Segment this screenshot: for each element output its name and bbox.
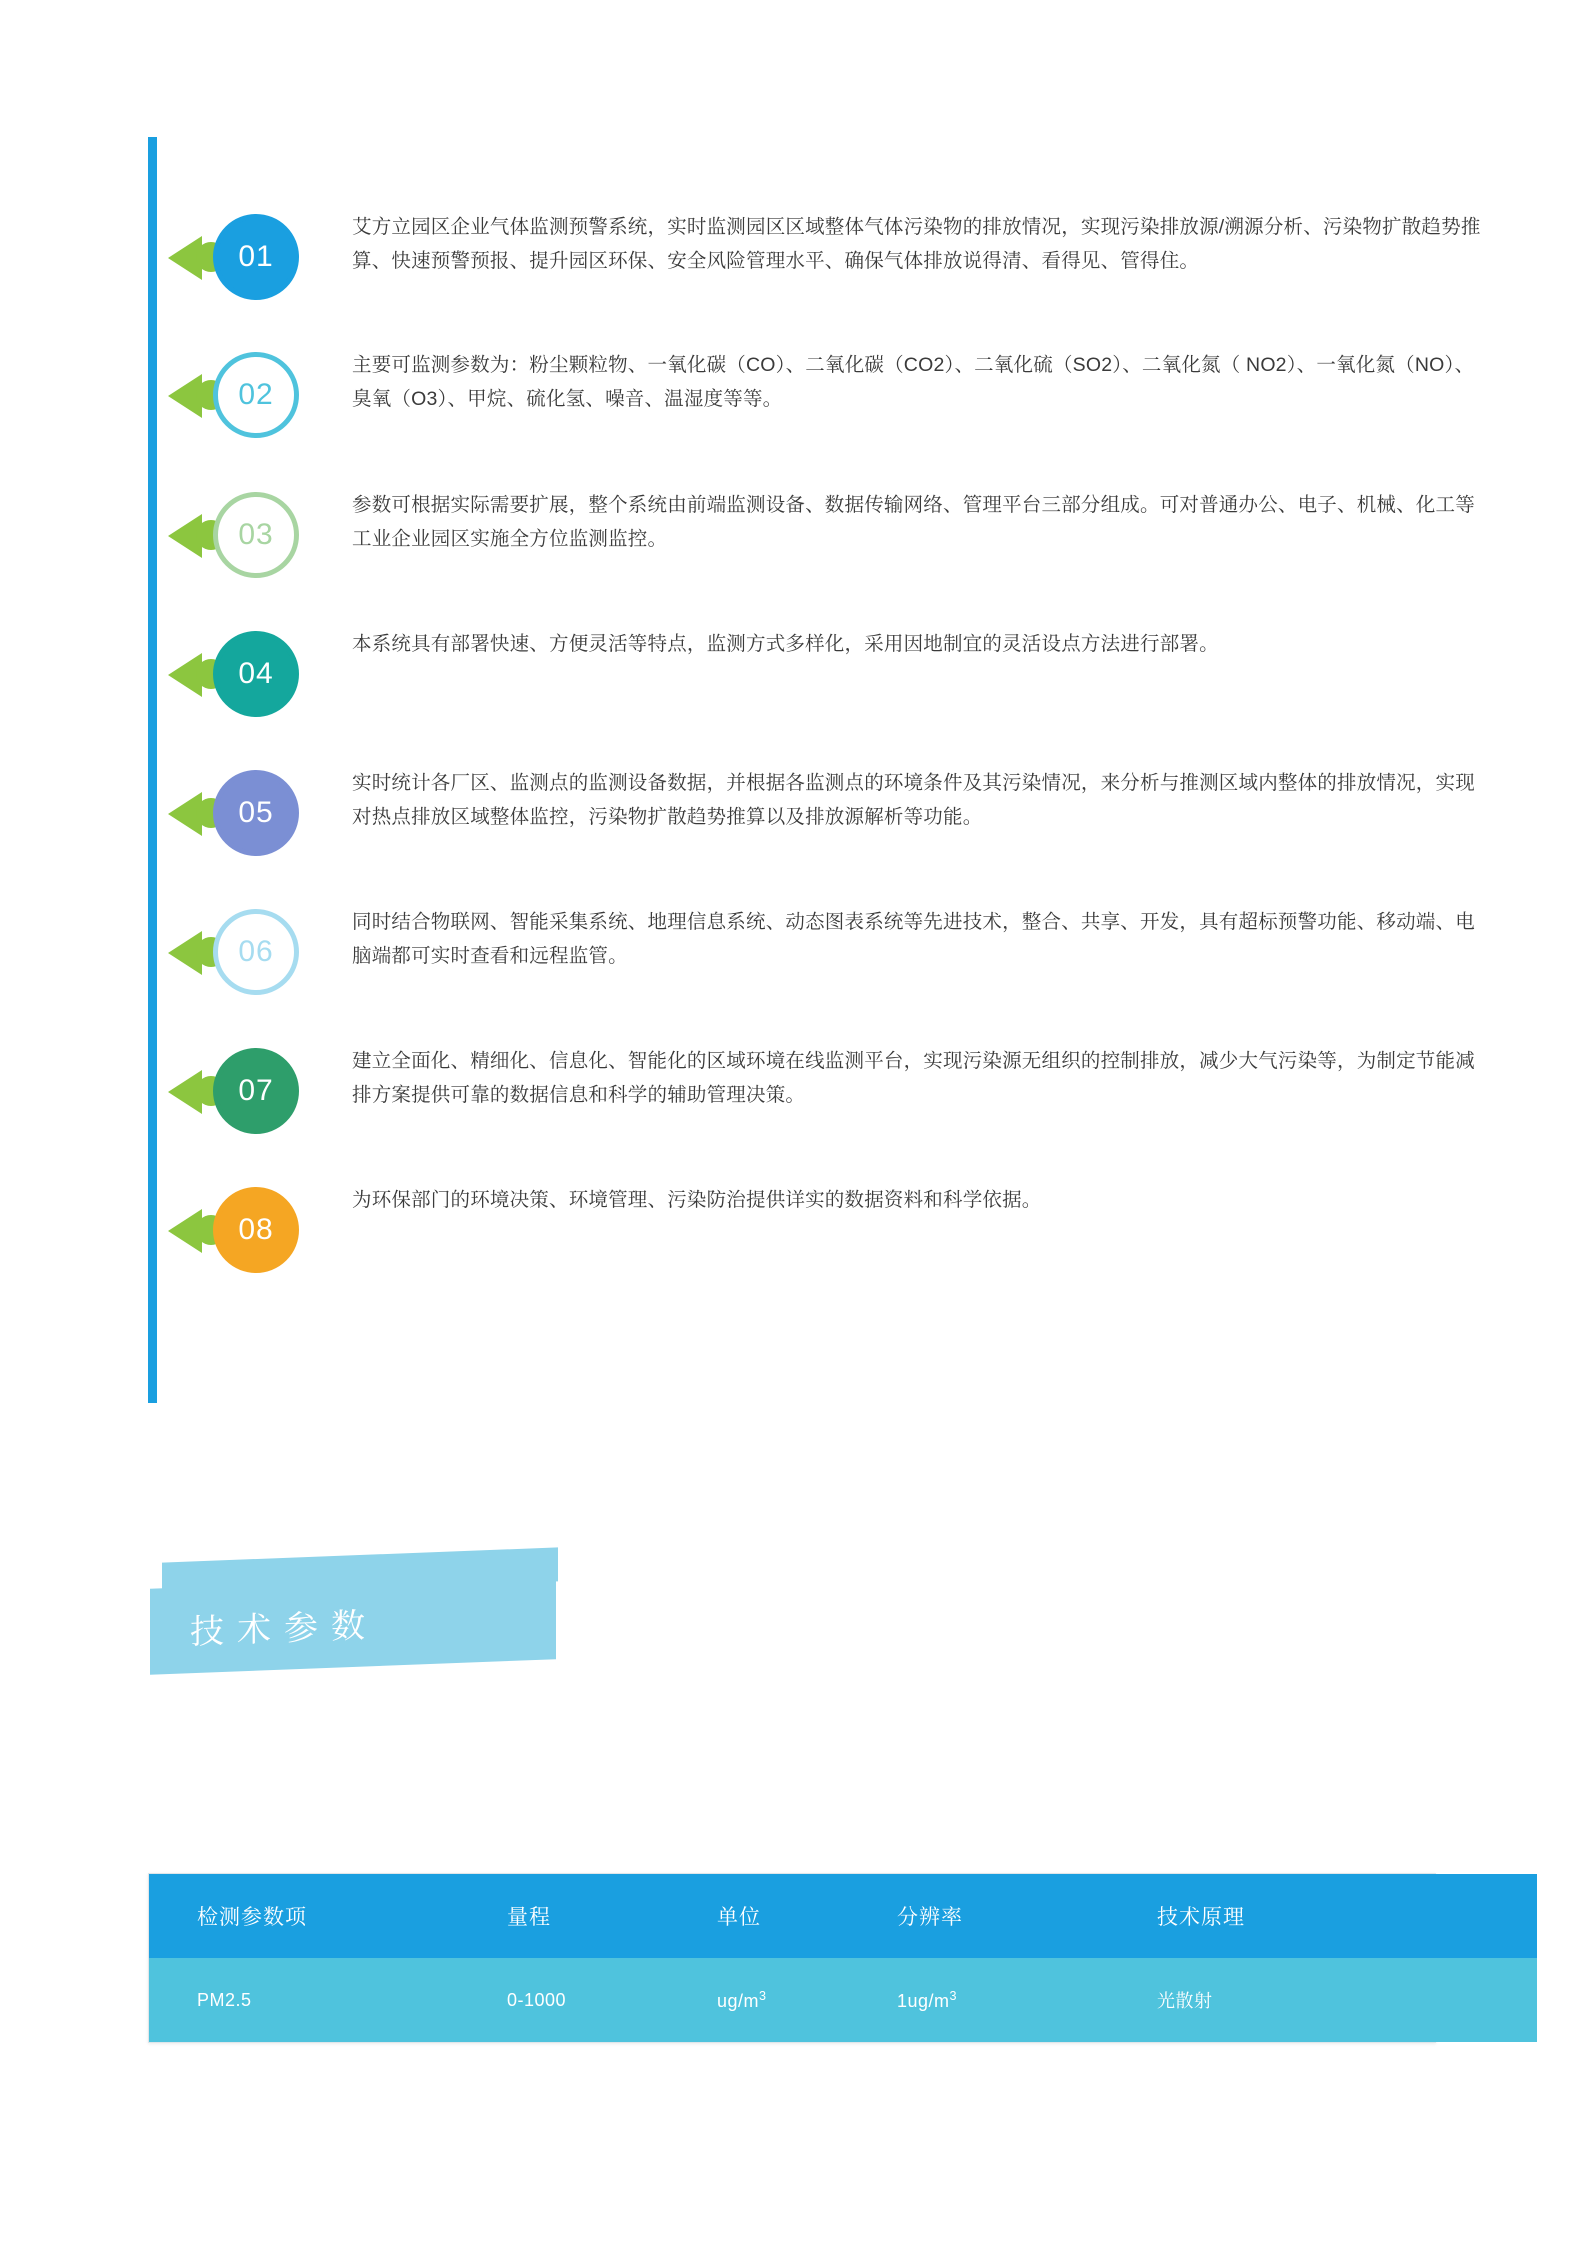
timeline-spine — [148, 137, 157, 1403]
step-badge — [168, 891, 328, 1015]
cell-unit-text: ug/m — [717, 1990, 760, 2011]
step-badge — [168, 334, 328, 458]
table-header-unit: 单位 — [707, 1874, 887, 1958]
step-badge — [168, 1169, 328, 1293]
step-number-circle: 03 — [213, 492, 299, 578]
step-number-circle: 07 — [213, 1048, 299, 1134]
table-header-param: 检测参数项 — [149, 1874, 497, 1958]
timeline-step — [168, 891, 1488, 1015]
cell-param: PM2.5 — [149, 1958, 497, 2042]
table-header-range: 量程 — [497, 1874, 707, 1958]
cell-resolution — [887, 1958, 1127, 2042]
cell-unit-sup: 3 — [759, 1988, 767, 2003]
step-description: 主要可监测参数为：粉尘颗粒物、一氧化碳（CO）、二氧化碳（CO2）、二氧化硫（SO2）、二氧化氮（ NO2）、一氧化氮（NO）、臭氧（O3）、甲烷、硫化氢、噪音、温湿度等等。 — [352, 354, 1475, 410]
timeline-step — [168, 474, 1488, 598]
step-description: 同时结合物联网、智能采集系统、地理信息系统、动态图表系统等先进技术，整合、共享、开发，具有超标预警功能、移动端、电脑端都可实时查看和远程监管。 — [352, 911, 1475, 967]
step-description: 本系统具有部署快速、方便灵活等特点，监测方式多样化，采用因地制宜的灵活设点方法进行部署。 — [352, 633, 1219, 655]
cell-resolution-text: 1ug/m — [897, 1990, 950, 2011]
step-description: 为环保部门的环境决策、环境管理、污染防治提供详实的数据资料和科学依据。 — [352, 1189, 1042, 1211]
section-title: 技术参数 — [190, 1606, 378, 1652]
step-number-circle: 01 — [213, 214, 299, 300]
cell-range: 0-1000 — [497, 1958, 707, 2042]
timeline-step — [168, 1169, 1488, 1293]
cell-resolution-sup: 3 — [949, 1988, 958, 2003]
step-number-circle: 02 — [213, 352, 299, 438]
step-badge — [168, 613, 328, 737]
cell-principle: 光散射 — [1127, 1958, 1537, 2042]
step-number-circle: 06 — [213, 909, 299, 995]
timeline-step — [168, 613, 1488, 737]
section-banner — [150, 1555, 570, 1685]
table-header-row — [149, 1874, 1537, 1958]
cell-unit — [707, 1958, 887, 2042]
table-row — [149, 1958, 1537, 2042]
tech-params-table-wrapper — [148, 1873, 1436, 2043]
table-header-resolution: 分辨率 — [887, 1874, 1127, 1958]
tech-params-table — [149, 1874, 1537, 2042]
step-number-circle: 05 — [213, 770, 299, 856]
step-number-circle: 04 — [213, 631, 299, 717]
step-description: 参数可根据实际需要扩展，整个系统由前端监测设备、数据传输网络、管理平台三部分组成。可对普通办公、电子、机械、化工等工业企业园区实施全方位监测监控。 — [352, 494, 1475, 550]
step-badge — [168, 474, 328, 598]
step-number-circle: 08 — [213, 1187, 299, 1273]
timeline-step — [168, 752, 1488, 876]
step-description: 艾方立园区企业气体监测预警系统，实时监测园区区域整体气体污染物的排放情况，实现污染排放源/溯源分析、污染物扩散趋势推算、快速预警预报、提升园区环保、安全风险管理水平、确保气体排放说得清、看得见、管得住。 — [352, 216, 1481, 272]
timeline-step — [168, 334, 1488, 458]
step-badge — [168, 196, 328, 320]
table-body — [149, 1958, 1537, 2042]
step-description: 实时统计各厂区、监测点的监测设备数据，并根据各监测点的环境条件及其污染情况，来分析与推测区域内整体的排放情况，实现对热点排放区域整体监控，污染物扩散趋势推算以及排放源解析等功能。 — [352, 772, 1475, 828]
timeline-step — [168, 1030, 1488, 1154]
timeline-step — [168, 196, 1488, 320]
table-header-principle: 技术原理 — [1127, 1874, 1537, 1958]
step-badge — [168, 1030, 328, 1154]
step-badge — [168, 752, 328, 876]
step-description: 建立全面化、精细化、信息化、智能化的区域环境在线监测平台，实现污染源无组织的控制排放，减少大气污染等，为制定节能减排方案提供可靠的数据信息和科学的辅助管理决策。 — [352, 1050, 1475, 1106]
table-head — [149, 1874, 1537, 1958]
